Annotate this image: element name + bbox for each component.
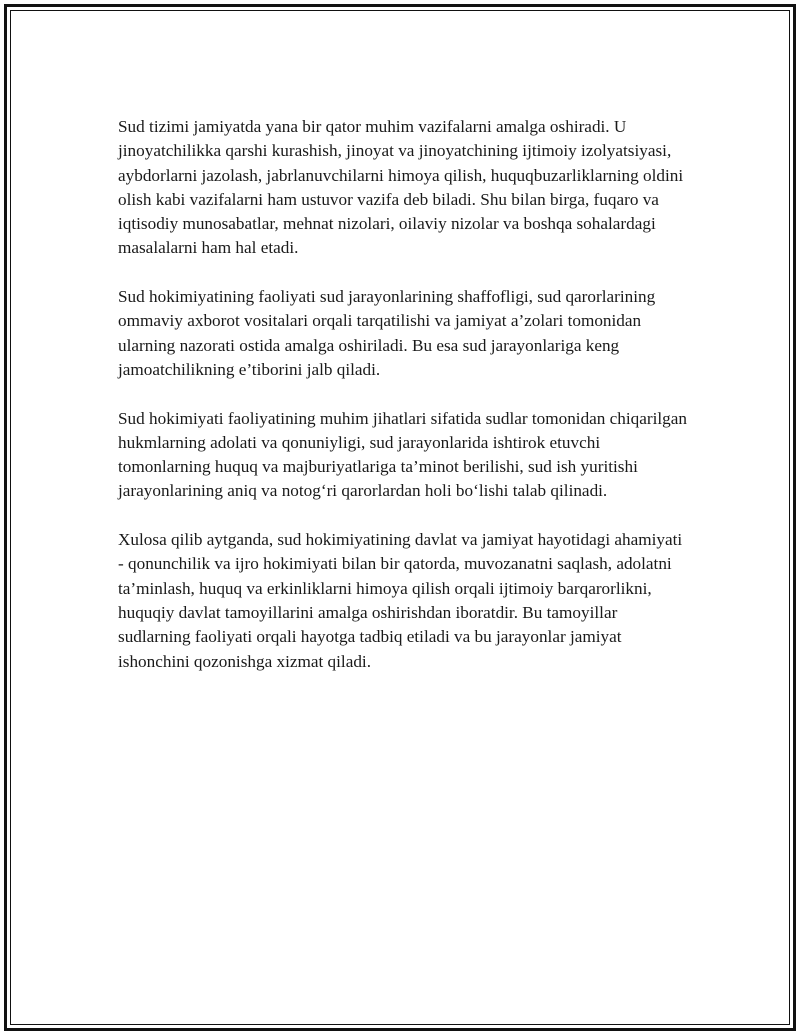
paragraph-3: Sud hokimiyati faoliyatining muhim jihatlari sifatida sudlar tomonidan chiqarilgan hukmlarning adolati va qonuniyligi, sud jarayonlarida ishtirok etuvchi tomonlarning huquq va majburiyatlariga ta’minot berilishi, sud ish yuritishi jarayonlarining aniq va notog‘ri qarorlardan holi bo‘lishi talab qilinadi. bbox=[118, 408, 687, 501]
paragraph-4: Xulosa qilib aytganda, sud hokimiyatining davlat va jamiyat hayotidagi ahamiyati - qonunchilik va ijro hokimiyati bilan bir qatorda, muvozanatni saqlash, adolatni ta’minlash, huquq va erkinliklarni himoya qilish orqali ijtimoiy barqarorlikni, huquqiy davlat tamoyillarini amalga oshirishdan iboratdir. Bu tamoyillar sudlarning faoliyati orqali hayotga tadbiq etiladi va bu jarayonlar jamiyat ishonchini qozonishga xizmat qiladi. bbox=[118, 530, 683, 671]
document-body bbox=[118, 115, 688, 698]
paragraph-1: Sud tizimi jamiyatda yana bir qator muhim vazifalarni amalga oshiradi. U jinoyatchilikka qarshi kurashish, jinoyat va jinoyatchining ijtimoiy izolyatsiyasi, aybdorlarni jazolash, jabrlanuvchilarni himoya qilish, huquqbuzarliklarning oldini olish kabi vazifalarni ham ustuvor vazifa deb biladi. Shu bilan birga, fuqaro va iqtisodiy munosabatlar, mehnat nizolari, oilaviy nizolar va boshqa sohalardagi masalalarni ham hal etadi. bbox=[118, 117, 684, 258]
paragraph-2: Sud hokimiyatining faoliyati sud jarayonlarining shaffofligi, sud qarorlarining ommaviy axborot vositalari orqali tarqatilishi va jamiyat a’zolari tomonidan ularning nazorati ostida amalga oshiriladi. Bu esa sud jarayonlariga keng jamoatchilikning e’tiborini jalb qiladi. bbox=[118, 287, 656, 379]
